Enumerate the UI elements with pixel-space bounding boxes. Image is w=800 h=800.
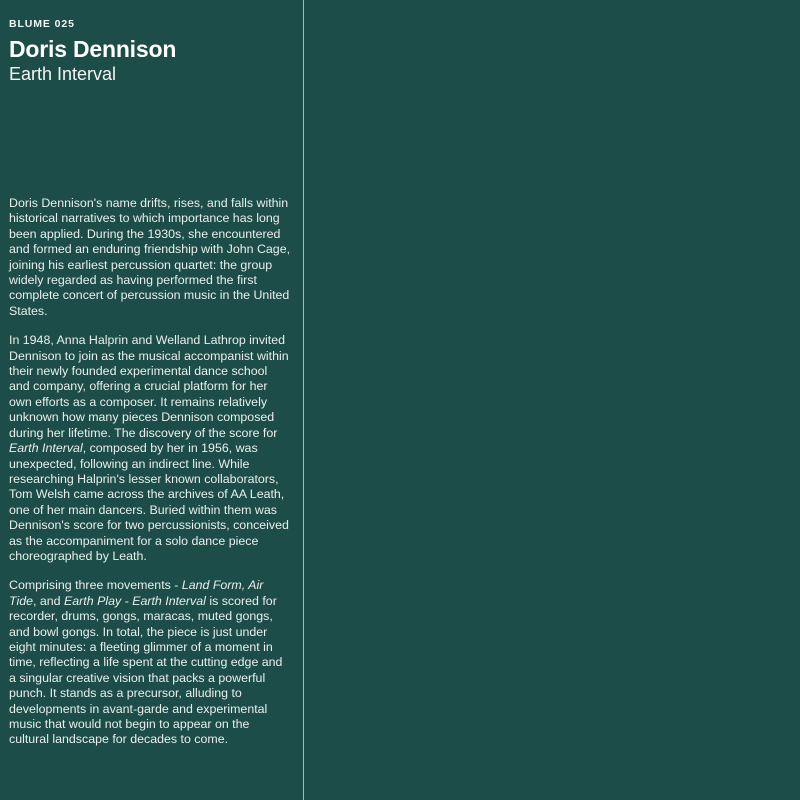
release-title: Earth Interval [9, 63, 117, 84]
catalog-number: BLUME 025 [9, 18, 75, 30]
right-column-empty-panel [304, 0, 800, 800]
movement-titles-one-two: Land Form, Air Tide [9, 578, 264, 608]
liner-notes [9, 196, 291, 748]
liner-paragraph-2 [9, 333, 291, 564]
liner-paragraph-1: Doris Dennison's name drifts, rises, and falls within historical narratives to which importance has long been applied. During the 1930s, she encountered and formed an enduring friendship with John Cage, joining his earliest percussion quartet: the group widely regarded as having performed the first complete concert of percussion music in the United States. [9, 196, 291, 318]
liner-paragraph-2-part-a: In 1948, Anna Halprin and Welland Lathrop invited Dennison to join as the musical accompanist within their newly founded experimental dance school and company, offering a crucial platform for her own efforts as a composer. It remains relatively unknown how many pieces Dennison composed during her lifetime. The discovery of the score for [9, 333, 289, 440]
liner-paragraph-3-part-c: is scored for recorder, drums, gongs, maracas, muted gongs, and bowl gongs. In total, the piece is just under eight minutes: a fleeting glimmer of a moment in time, reflecting a life spent at the cutting edge and a singular creative vision that packs a powerful punch. It stands as a precursor, alluding to developments in avant-garde and experimental music that would not begin to appear on the cultural landscape for decades to come. [9, 593, 283, 747]
work-title-earth-interval: Earth Interval [9, 441, 83, 456]
movement-title-three: Earth Play - Earth Interval [64, 593, 206, 608]
liner-paragraph-3-part-a: Comprising three movements - [9, 578, 182, 593]
liner-paragraph-3 [9, 578, 291, 747]
artist-name: Doris Dennison [9, 36, 177, 62]
liner-paragraph-2-part-b: , composed by her in 1956, was unexpected, following an indirect line. While researching Halprin's lesser known collaborators, Tom Welsh came across the archives of AA Leath, one of her main dancers. Buried within them was Dennison's score for two percussionists, conceived as the accompaniment for a solo dance piece choreographed by Leath. [9, 441, 289, 563]
liner-paragraph-3-part-b: , and [33, 593, 65, 608]
